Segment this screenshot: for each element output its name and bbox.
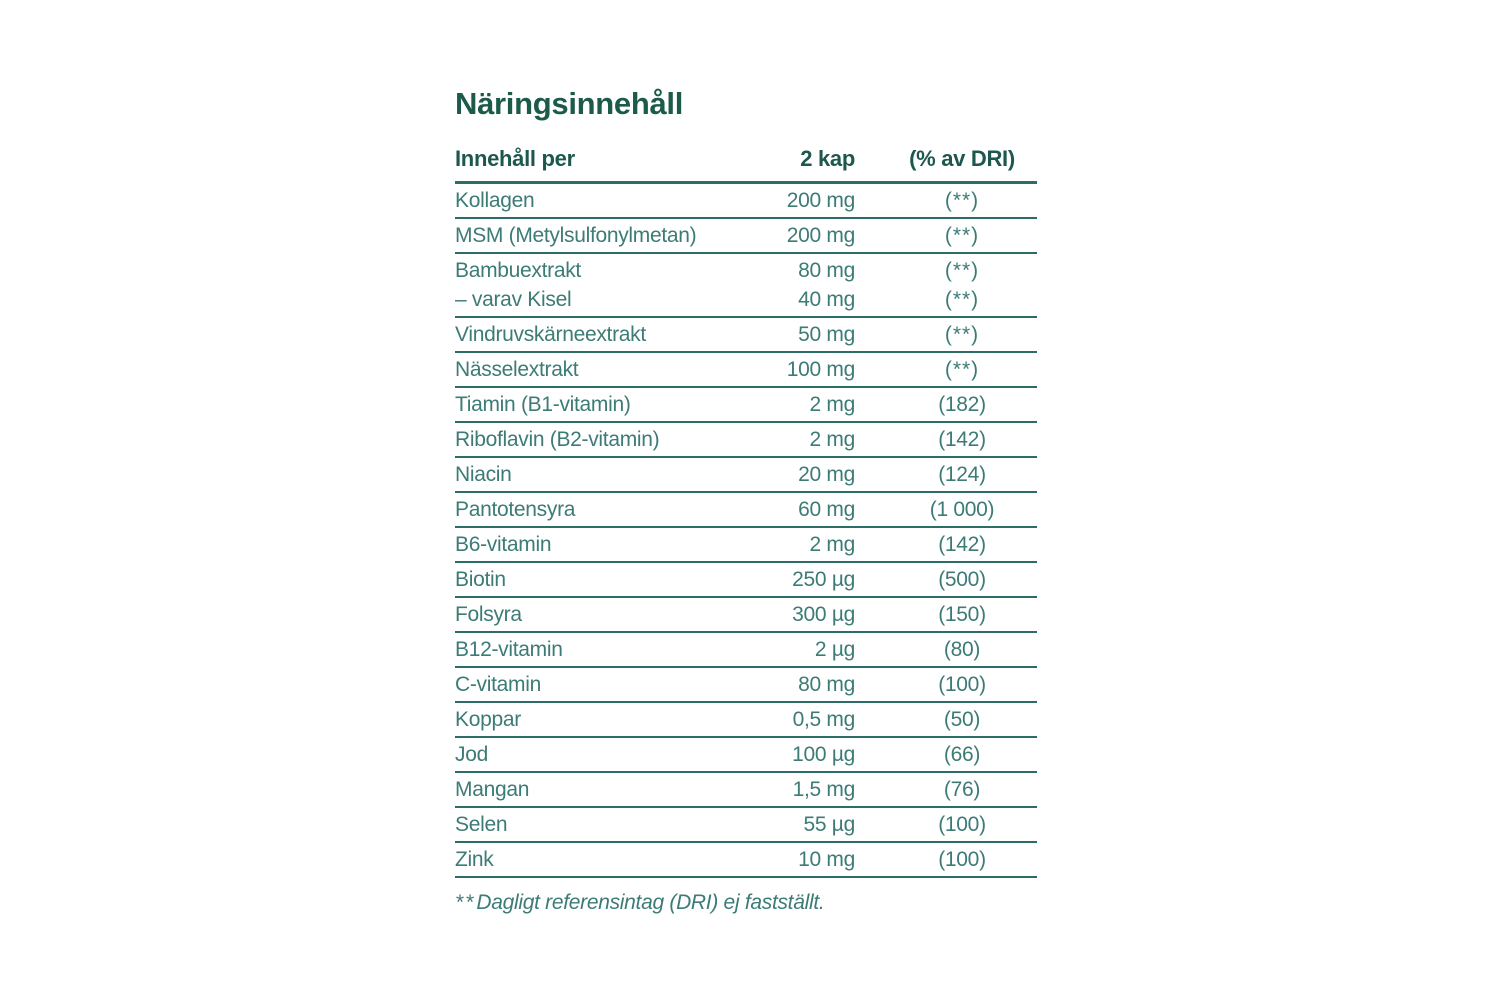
nutrient-amount-line1: 80 mg: [798, 259, 855, 282]
nutrient-amount: 55 µg: [803, 812, 855, 836]
nutrient-dri: (1 000): [929, 497, 995, 521]
nutrient-amount: 60 mg: [798, 497, 855, 521]
nutrient-name-line1: Bambuextrakt: [455, 259, 581, 282]
nutrient-amount: 2 µg: [814, 637, 855, 661]
dri-footnote: [455, 891, 1037, 915]
nutrient-dri: (142): [938, 427, 986, 451]
table-row: [455, 668, 1037, 703]
table-header-row: [455, 146, 1037, 184]
header-per-2-capsules: 2 kap: [800, 146, 855, 171]
nutrient-amount: 100 mg: [786, 357, 855, 381]
header-percent-dri: (% av DRI): [909, 146, 1015, 171]
table-row: [455, 773, 1037, 808]
nutrient-name: B12-vitamin: [455, 637, 563, 661]
nutrient-name: Zink: [455, 847, 494, 871]
nutrient-name: Koppar: [455, 707, 521, 731]
nutrient-dri: (182): [938, 392, 986, 416]
table-row: [455, 219, 1037, 254]
table-row: [455, 563, 1037, 598]
table-row: [455, 633, 1037, 668]
table-row: [455, 738, 1037, 773]
nutrient-dri: (**): [944, 188, 980, 212]
table-row: [455, 184, 1037, 219]
nutrient-dri: (**): [944, 223, 980, 247]
nutrient-dri: (142): [938, 532, 986, 556]
nutrient-dri: (50): [943, 707, 981, 731]
nutrient-dri: (100): [938, 847, 986, 871]
nutrient-amount: 250 µg: [792, 567, 855, 591]
table-row: [455, 703, 1037, 738]
table-row: [455, 808, 1037, 843]
table-row: [455, 493, 1037, 528]
nutrient-name: Vindruvskärneextrakt: [455, 322, 646, 346]
nutrient-name: Kollagen: [455, 188, 535, 212]
nutrient-amount: 20 mg: [798, 462, 855, 486]
nutrient-dri: (100): [938, 672, 986, 696]
nutrient-name: Mangan: [455, 777, 530, 801]
nutrient-name: Pantotensyra: [455, 497, 576, 521]
nutrient-name: MSM (Metylsulfonylmetan): [455, 223, 697, 247]
table-row: [455, 423, 1037, 458]
nutrient-amount: 2 mg: [809, 532, 855, 556]
nutrient-amount: 80 mg: [798, 672, 855, 696]
nutrient-dri-line2: (**): [944, 288, 980, 311]
table-row: [455, 254, 1037, 318]
nutrient-dri: (66): [943, 742, 981, 766]
nutrient-name: Folsyra: [455, 602, 522, 626]
nutrient-amount-line2: 40 mg: [798, 288, 855, 311]
header-contents-per: Innehåll per: [455, 146, 575, 171]
nutrient-dri: (150): [938, 602, 986, 626]
nutrient-amount: 50 mg: [798, 322, 855, 346]
nutrient-name: Jod: [455, 742, 488, 766]
nutrient-name: Niacin: [455, 462, 512, 486]
nutrient-amount: [715, 256, 855, 314]
nutrient-amount: 300 µg: [792, 602, 855, 626]
footnote-marker: **: [455, 891, 476, 914]
table-row: [455, 388, 1037, 423]
nutrient-name-line2: – varav Kisel: [455, 288, 572, 311]
nutrient-amount: 0,5 mg: [792, 707, 855, 731]
nutrient-amount: 100 µg: [792, 742, 855, 766]
nutrient-name: B6-vitamin: [455, 532, 552, 556]
nutrient-dri-line1: (**): [944, 259, 980, 282]
nutrient-amount: 200 mg: [786, 223, 855, 247]
nutrient-dri: (80): [943, 637, 981, 661]
nutrient-name: Selen: [455, 812, 508, 836]
nutrient-name: Nässelextrakt: [455, 357, 579, 381]
nutrient-name: [455, 256, 715, 314]
nutrient-name: Biotin: [455, 567, 506, 591]
page-title: Näringsinnehåll: [455, 86, 684, 121]
nutrition-table-container: [455, 86, 1037, 915]
table-row: [455, 458, 1037, 493]
table-row: [455, 528, 1037, 563]
nutrient-dri: (124): [938, 462, 986, 486]
nutrient-dri: (100): [938, 812, 986, 836]
nutrient-dri: (500): [938, 567, 986, 591]
nutrient-dri: (76): [943, 777, 981, 801]
nutrient-dri: [887, 256, 1037, 314]
nutrient-amount: 200 mg: [786, 188, 855, 212]
table-row: [455, 318, 1037, 353]
nutrient-amount: 10 mg: [798, 847, 855, 871]
table-row: [455, 843, 1037, 878]
nutrient-dri: (**): [944, 357, 980, 381]
nutrient-dri: (**): [944, 322, 980, 346]
nutrient-name: C-vitamin: [455, 672, 541, 696]
nutrient-amount: 1,5 mg: [792, 777, 855, 801]
nutrient-name: Tiamin (B1-vitamin): [455, 392, 631, 416]
footnote-text: Dagligt referensintag (DRI) ej fastställt.: [476, 891, 825, 914]
nutrient-amount: 2 mg: [809, 427, 855, 451]
table-row: [455, 353, 1037, 388]
nutrient-amount: 2 mg: [809, 392, 855, 416]
nutrient-name: Riboflavin (B2-vitamin): [455, 427, 660, 451]
table-row: [455, 598, 1037, 633]
